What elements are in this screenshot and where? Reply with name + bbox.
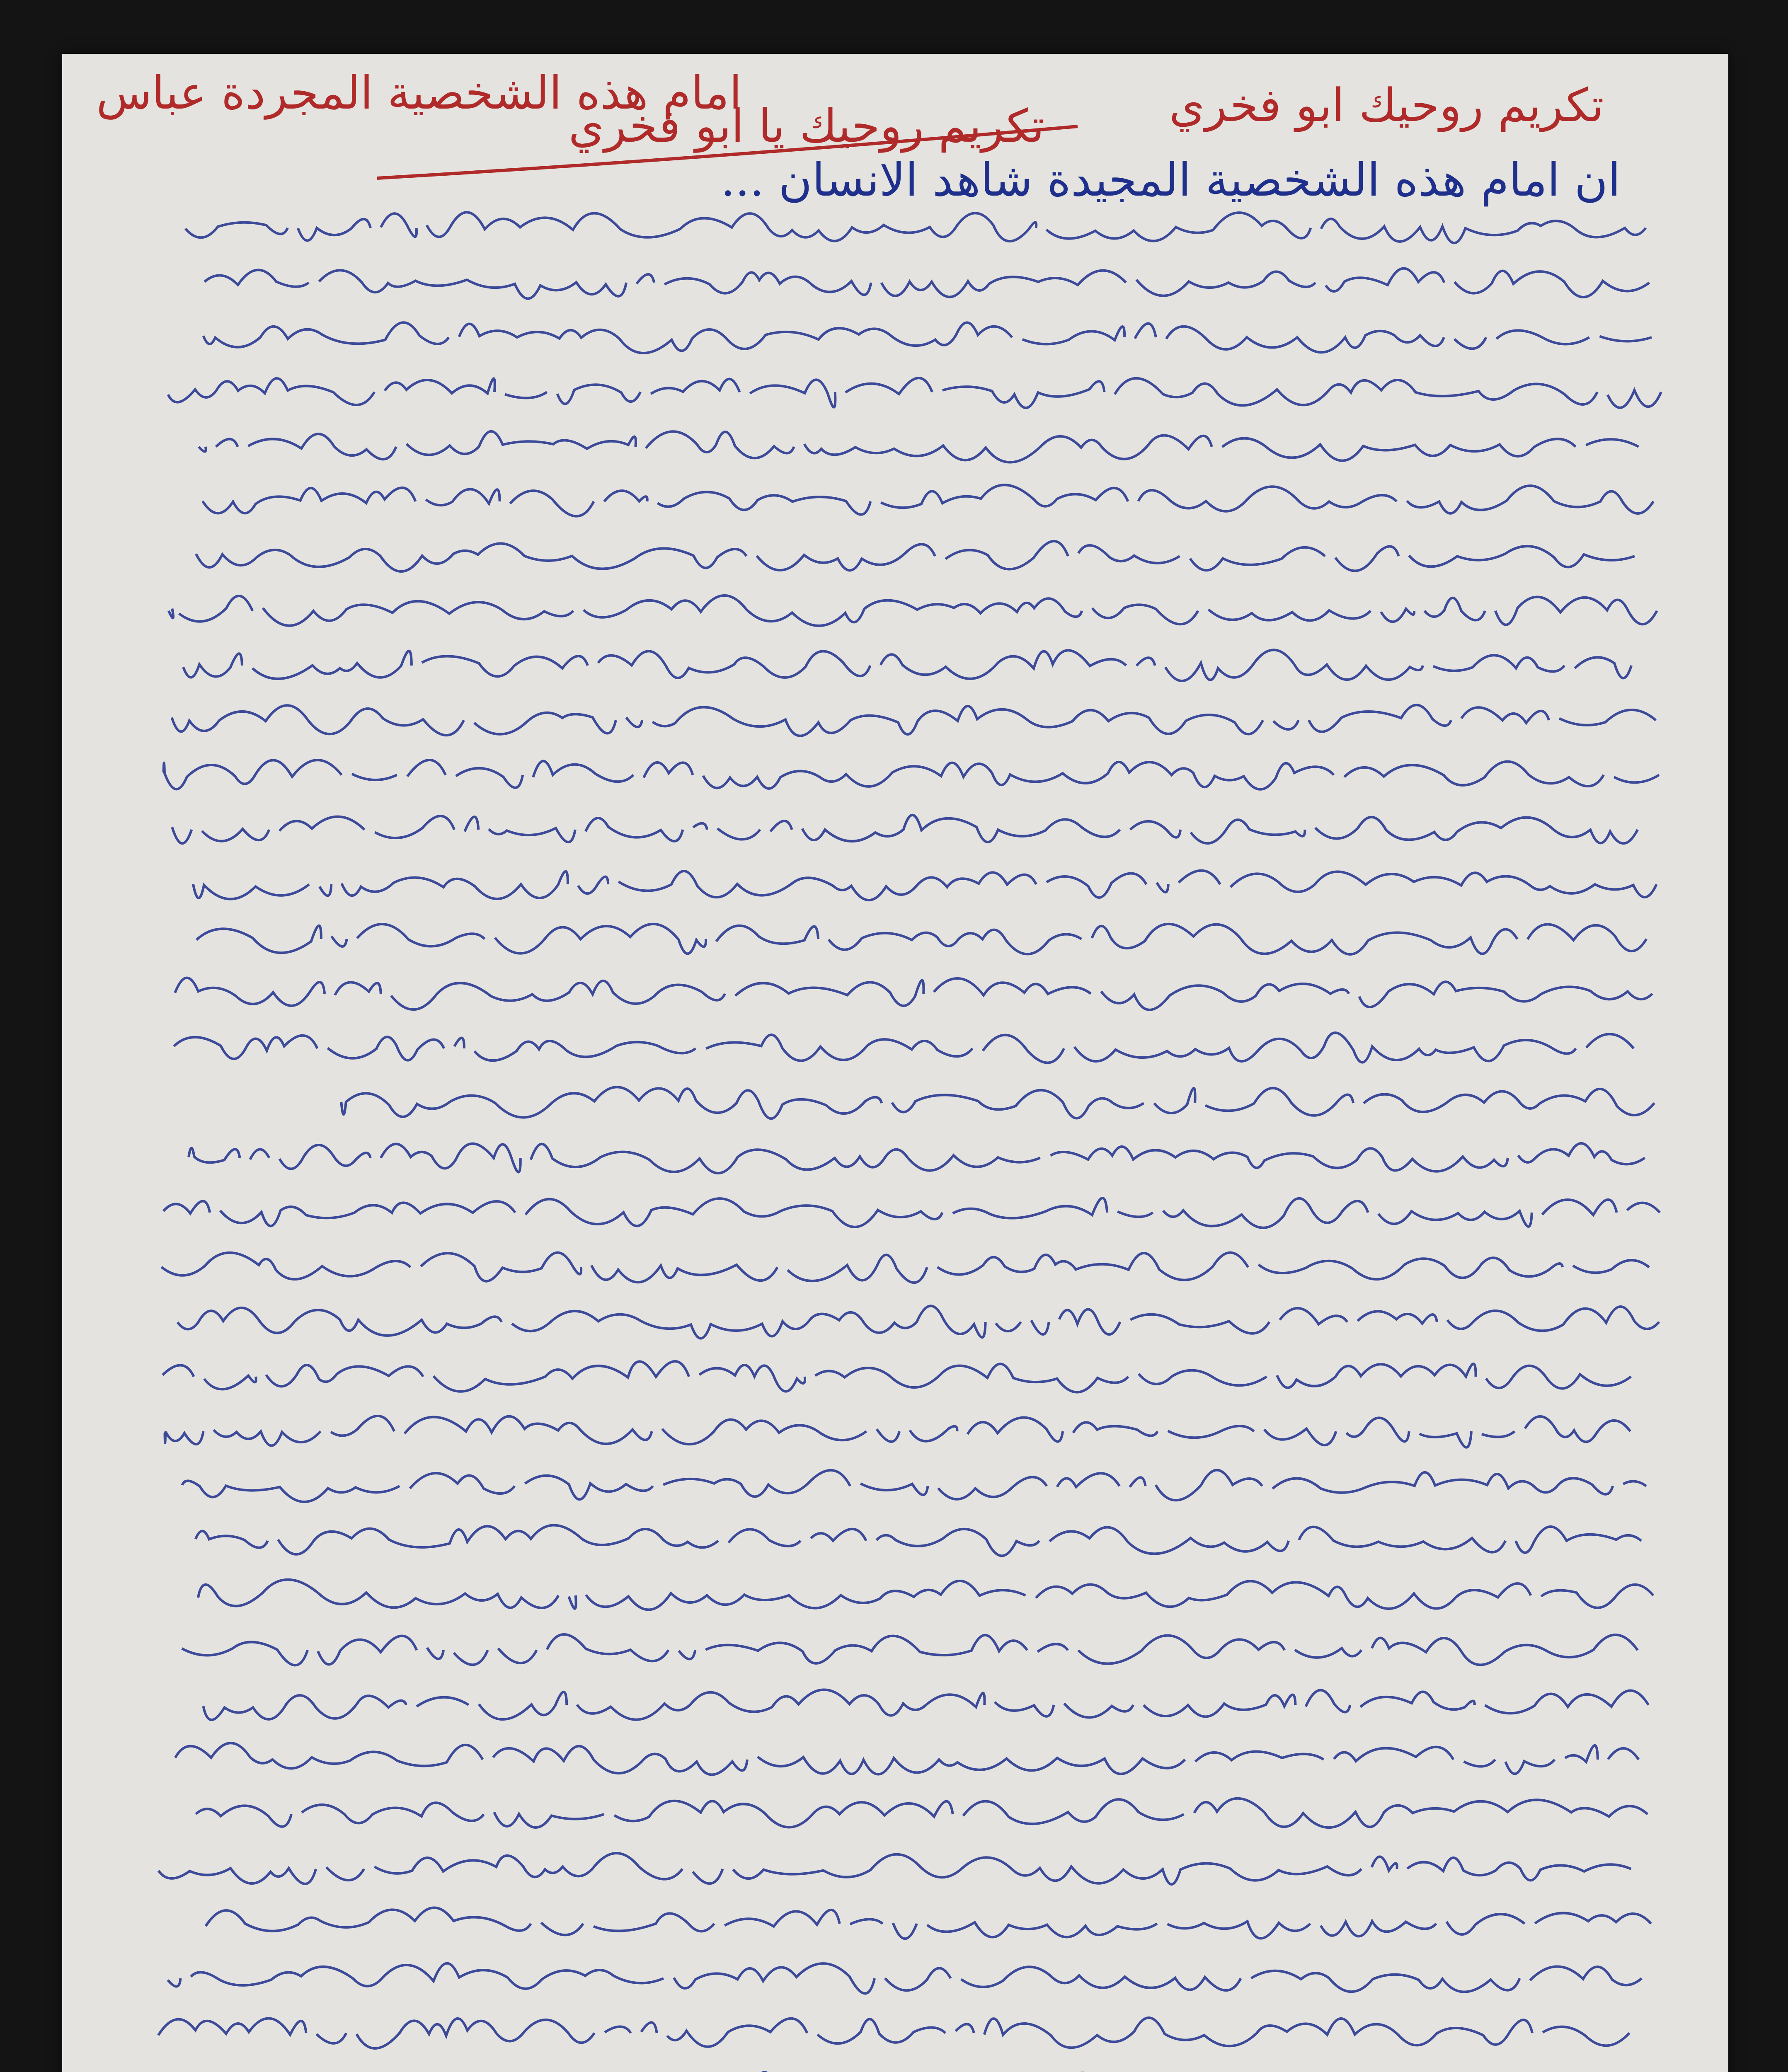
handwritten-line [196,1798,1648,1828]
handwritten-line [199,431,1639,462]
handwritten-line [172,815,1638,844]
handwritten-line [169,595,1657,626]
handwritten-line [182,1470,1646,1502]
handwritten-line [157,1963,1642,1994]
handwritten-line [165,1416,1631,1447]
header-left-note: امام هذه الشخصية المجردة عباس [96,66,742,119]
handwritten-line [198,1580,1653,1610]
handwritten-line [174,1033,1634,1063]
header-center-title: تكريم روحيك يا ابو فخري [568,99,1044,152]
handwritten-line [172,705,1656,736]
handwritten-line [177,1306,1659,1338]
handwritten-line [196,541,1635,571]
handwritten-letter-page [62,54,1728,2072]
handwritten-line [163,1198,1660,1228]
handwritten-line [196,1525,1641,1556]
handwritten-line [186,924,1646,954]
handwritten-line [204,322,1652,353]
handwritten-line [168,378,1661,408]
opening-line: ان امام هذه الشخصية المجيدة شاهد الانسان ... [720,153,1621,206]
handwritten-line [164,760,1659,789]
handwritten-line [158,2018,1629,2048]
handwritten-line [193,871,1657,900]
handwritten-line [204,1690,1649,1720]
handwritten-line [165,978,1652,1010]
handwritten-line [172,1634,1638,1665]
header-right-title: تكريم روحيك ابو فخري [1169,79,1604,132]
handwritten-line [183,650,1631,681]
handwritten-line [162,1361,1631,1392]
handwritten-line [158,1853,1631,1884]
handwritten-line [203,485,1653,516]
handwritten-line [341,1087,1654,1118]
handwriting-body [62,54,1728,2072]
handwritten-line [206,1907,1651,1939]
handwritten-line [205,269,1650,299]
handwritten-line [189,1143,1645,1173]
handwritten-line [175,1743,1639,1774]
handwritten-line [161,1253,1649,1283]
handwritten-line [175,212,1645,243]
